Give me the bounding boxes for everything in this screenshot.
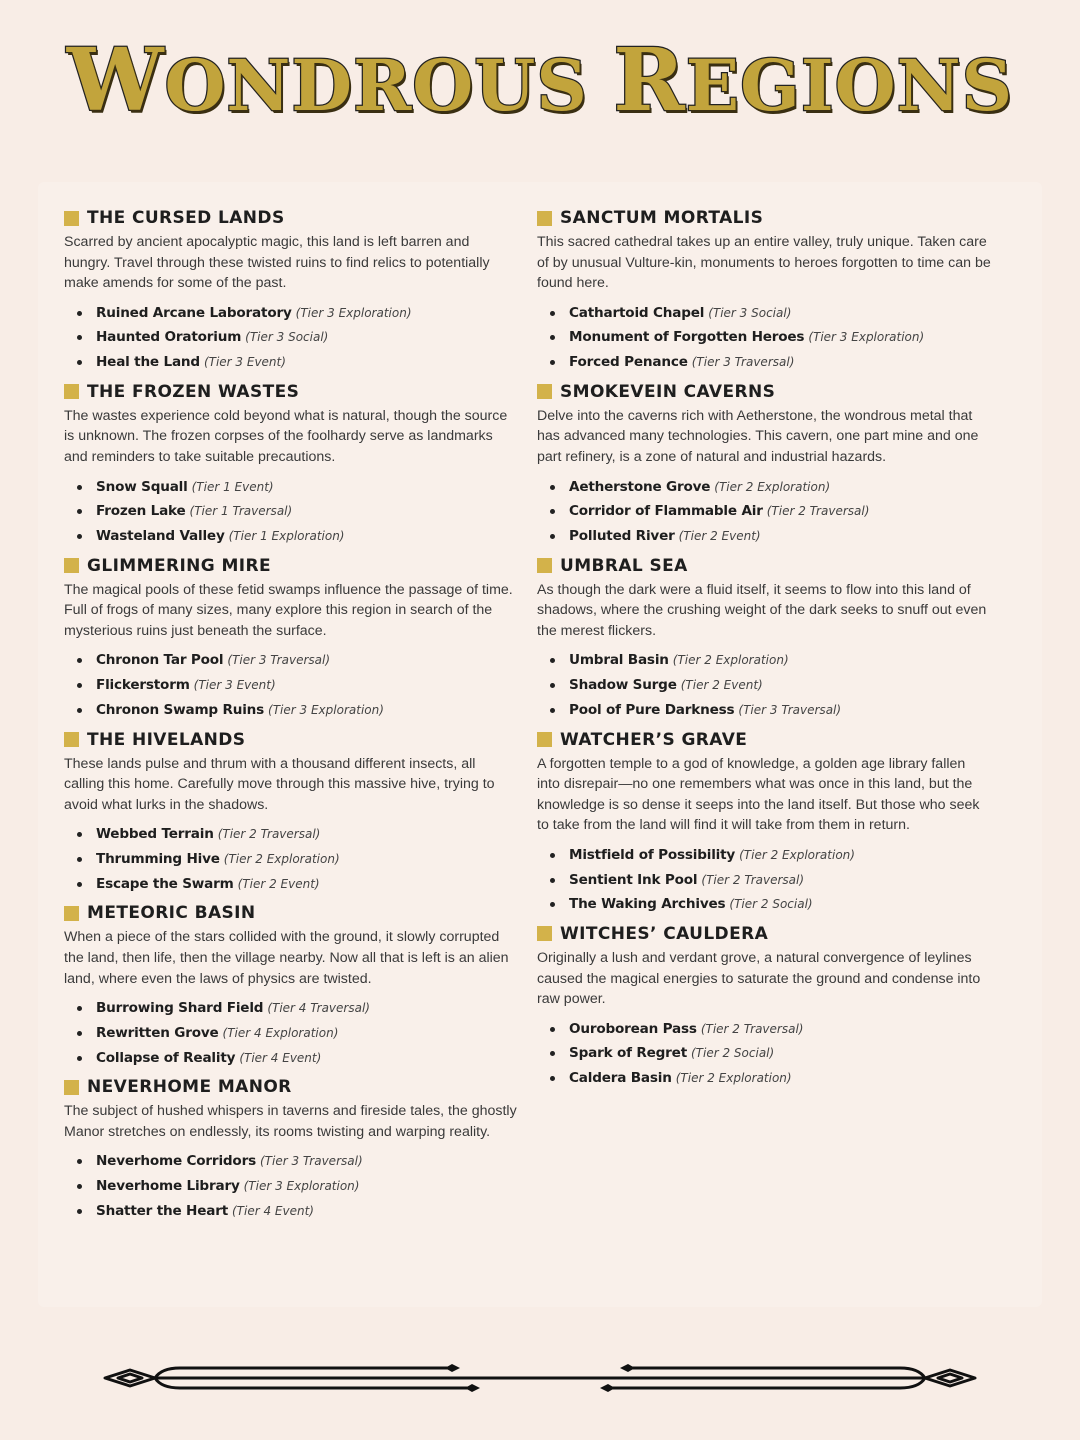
region-header	[64, 902, 519, 924]
region-header	[537, 207, 992, 229]
encounter-name: Escape the Swarm	[96, 875, 234, 892]
encounter-tier: (Tier 1 Event)	[191, 479, 274, 494]
encounter-tier: (Tier 1 Traversal)	[189, 504, 293, 519]
encounter-name: Cathartoid Chapel	[569, 304, 705, 321]
region-section	[64, 207, 519, 374]
encounter-name: Thrumming Hive	[96, 851, 220, 867]
encounter-tier: (Tier 4 Event)	[239, 1050, 322, 1065]
encounter-list	[64, 1148, 519, 1222]
encounter-name: Webbed Terrain	[96, 826, 214, 843]
encounter-list	[64, 821, 519, 895]
encounter-list	[64, 647, 519, 721]
region-description: These lands pulse and thrum with a thousand different insects, all calling this home. Carefully move through this massive hive, trying to avoid what lurks in the shadows.	[64, 755, 495, 813]
title-initial-1: W	[66, 30, 165, 131]
encounter-tier: (Tier 3 Exploration)	[268, 702, 384, 717]
encounter-name: Chronon Tar Pool	[96, 652, 224, 669]
encounter-name: Shatter the Heart	[96, 1202, 228, 1219]
region-title: WITCHES’ CAULDERA	[560, 923, 769, 944]
title-initial-2: R	[613, 30, 686, 131]
region-header	[537, 923, 992, 945]
region-section	[64, 1076, 519, 1222]
encounter-name: Rewritten Grove	[96, 1024, 219, 1041]
region-description: When a piece of the stars collided with the ground, it slowly corrupted the land, then life, then the village nearby. Now all that is left is an alien land, where even the laws of physics are twisted.	[64, 929, 509, 987]
region-title: SMOKEVEIN CAVERNS	[560, 381, 776, 402]
list-item	[64, 523, 519, 548]
list-item	[64, 1045, 519, 1070]
list-item	[537, 647, 992, 672]
encounter-tier: (Tier 3 Social)	[708, 305, 792, 320]
gold-square-icon	[64, 732, 79, 747]
encounter-tier: (Tier 2 Event)	[237, 876, 320, 891]
encounter-tier: (Tier 2 Exploration)	[675, 1071, 792, 1086]
gold-square-icon	[64, 558, 79, 573]
region-section	[64, 729, 519, 896]
encounter-tier: (Tier 3 Traversal)	[691, 355, 795, 370]
encounter-name: Shadow Surge	[569, 677, 677, 694]
encounter-name: Spark of Regret	[569, 1045, 687, 1062]
region-section	[537, 555, 992, 722]
encounter-tier: (Tier 3 Exploration)	[295, 305, 412, 320]
region-header	[64, 381, 519, 403]
list-item	[537, 300, 992, 325]
list-item	[64, 349, 519, 374]
encounter-name: Flickerstorm	[96, 677, 190, 694]
encounter-name: Heal the Land	[96, 354, 200, 371]
encounter-tier: (Tier 2 Exploration)	[714, 479, 831, 494]
region-title: THE CURSED LANDS	[87, 208, 285, 228]
list-item	[537, 498, 992, 523]
list-item	[64, 498, 519, 523]
encounter-tier: (Tier 3 Traversal)	[738, 702, 842, 717]
encounter-name: Polluted River	[569, 528, 675, 544]
encounter-name: Mistfield of Possibility	[569, 846, 736, 863]
encounter-tier: (Tier 3 Event)	[193, 678, 276, 693]
list-item	[537, 1065, 992, 1090]
region-header	[537, 729, 992, 751]
region-header	[64, 555, 519, 577]
list-item	[537, 842, 992, 867]
list-item	[64, 672, 519, 697]
encounter-name: Wasteland Valley	[96, 528, 225, 544]
region-description: The magical pools of these fetid swamps influence the passage of time. Full of frogs of many sizes, many explore this region in search of the mysterious ruins just beneath the surface.	[64, 581, 513, 639]
gold-square-icon	[537, 211, 552, 226]
region-title: UMBRAL SEA	[560, 555, 688, 576]
gold-square-icon	[64, 211, 79, 226]
region-description: Delve into the caverns rich with Aetherstone, the wondrous metal that has advanced many technologies. This cavern, one part mine and one part refinery, is a zone of natural and industrial hazards.	[537, 407, 979, 466]
encounter-tier: (Tier 2 Exploration)	[672, 653, 789, 668]
encounter-tier: (Tier 2 Social)	[691, 1046, 775, 1061]
list-item	[537, 697, 992, 722]
region-title: SANCTUM MORTALIS	[560, 208, 764, 228]
encounter-name: Neverhome Corridors	[96, 1153, 256, 1170]
encounter-name: Neverhome Library	[96, 1178, 240, 1195]
encounter-name: The Waking Archives	[569, 896, 726, 913]
region-title: THE HIVELANDS	[87, 729, 246, 750]
region-section	[64, 902, 519, 1069]
list-item	[64, 647, 519, 672]
region-description: Originally a lush and verdant grove, a natural convergence of leylines caused the magical energies to saturate the ground and condense into raw power.	[537, 949, 981, 1008]
encounter-name: Pool of Pure Darkness	[569, 701, 735, 718]
encounter-list	[64, 300, 519, 374]
left-column	[64, 207, 519, 1229]
gold-square-icon	[537, 384, 552, 399]
encounter-tier: (Tier 4 Exploration)	[222, 1025, 339, 1040]
encounter-name: Haunted Oratorium	[96, 329, 242, 346]
region-header	[537, 381, 992, 403]
title-word-1: ONDROUS	[164, 44, 588, 127]
encounter-name: Ouroborean Pass	[569, 1020, 697, 1037]
list-item	[537, 1016, 992, 1041]
region-header	[64, 729, 519, 751]
region-description: This sacred cathedral takes up an entire valley, truly unique. Taken care of by unusual Vulture-kin, monuments to heroes forgotten to time can be found here.	[537, 234, 991, 292]
region-title: NEVERHOME MANOR	[87, 1077, 292, 1098]
encounter-name: Aetherstone Grove	[569, 478, 711, 495]
encounter-list	[64, 995, 519, 1069]
region-section	[64, 381, 519, 548]
region-header	[537, 555, 992, 577]
encounter-list	[537, 474, 992, 548]
encounter-list	[64, 474, 519, 548]
list-item	[537, 324, 992, 349]
encounter-tier: (Tier 3 Traversal)	[227, 653, 331, 668]
list-item	[64, 846, 519, 871]
list-item	[64, 1173, 519, 1198]
region-section	[64, 555, 519, 722]
encounter-tier: (Tier 3 Event)	[203, 355, 286, 370]
list-item	[64, 300, 519, 325]
encounter-name: Caldera Basin	[569, 1070, 672, 1087]
encounter-tier: (Tier 2 Traversal)	[217, 827, 321, 842]
gold-square-icon	[537, 926, 552, 941]
list-item	[537, 672, 992, 697]
region-title: WATCHER’S GRAVE	[560, 729, 748, 750]
list-item	[64, 1148, 519, 1173]
encounter-name: Burrowing Shard Field	[96, 1000, 264, 1017]
encounter-list	[537, 647, 992, 721]
list-item	[64, 871, 519, 896]
region-description: A forgotten temple to a god of knowledge, a golden age library fallen into disrepair—no one remembers what was once in this land, but the knowledge is so dense it seeps into the land itself. But those who seek to take from the land will find it will take from them in return.	[537, 755, 980, 834]
region-section	[537, 923, 992, 1090]
encounter-tier: (Tier 3 Exploration)	[243, 1179, 360, 1194]
gold-square-icon	[64, 906, 79, 921]
list-item	[64, 474, 519, 499]
region-description: As though the dark were a fluid itself, it seems to flow into this land of shadows, where the crushing weight of the dark seeks to snuff out even the merest flickers.	[537, 581, 987, 639]
encounter-tier: (Tier 4 Event)	[232, 1203, 314, 1218]
list-item	[64, 995, 519, 1020]
list-item	[537, 474, 992, 499]
encounter-tier: (Tier 3 Exploration)	[808, 330, 925, 345]
encounter-name: Snow Squall	[96, 478, 188, 495]
encounter-tier: (Tier 2 Exploration)	[223, 852, 340, 866]
region-description: Scarred by ancient apocalyptic magic, this land is left barren and hungry. Travel through these twisted ruins to find relics to potentially make amends for some of the past.	[64, 234, 490, 292]
page-title	[0, 30, 1080, 131]
encounter-tier: (Tier 4 Traversal)	[267, 1001, 370, 1016]
encounter-name: Corridor of Flammable Air	[569, 503, 763, 520]
encounter-name: Umbral Basin	[569, 652, 669, 669]
encounter-tier: (Tier 3 Social)	[245, 330, 329, 345]
encounter-tier: (Tier 2 Exploration)	[739, 847, 855, 862]
region-header	[64, 1076, 519, 1098]
title-word-2: EGIONS	[685, 44, 1014, 127]
encounter-list	[537, 842, 992, 916]
region-section	[537, 207, 992, 374]
gold-square-icon	[64, 1080, 79, 1095]
encounter-list	[537, 300, 992, 374]
ornamental-divider-icon	[100, 1358, 980, 1398]
right-column	[537, 207, 992, 1097]
list-item	[64, 1020, 519, 1045]
encounter-tier: (Tier 2 Traversal)	[766, 504, 870, 519]
region-description: The wastes experience cold beyond what is natural, though the source is unknown. The frozen corpses of the foolhardy serve as landmarks and reminders to take suitable precautions.	[64, 407, 508, 466]
region-title: GLIMMERING MIRE	[87, 555, 272, 576]
encounter-tier: (Tier 2 Social)	[729, 897, 813, 912]
list-item	[64, 697, 519, 722]
list-item	[537, 523, 992, 548]
encounter-name: Collapse of Reality	[96, 1049, 236, 1066]
encounter-tier: (Tier 2 Event)	[680, 678, 763, 693]
encounter-tier: (Tier 3 Traversal)	[259, 1154, 363, 1169]
encounter-tier: (Tier 1 Exploration)	[228, 529, 345, 543]
encounter-tier: (Tier 2 Traversal)	[701, 872, 805, 887]
gold-square-icon	[64, 384, 79, 399]
encounter-name: Frozen Lake	[96, 503, 186, 520]
list-item	[64, 821, 519, 846]
encounter-list	[537, 1016, 992, 1090]
encounter-name: Sentient Ink Pool	[569, 871, 698, 888]
list-item	[64, 1198, 519, 1223]
region-section	[537, 381, 992, 548]
gold-square-icon	[537, 732, 552, 747]
list-item	[537, 1040, 992, 1065]
list-item	[537, 867, 992, 892]
list-item	[537, 891, 992, 916]
encounter-name: Forced Penance	[569, 354, 688, 371]
region-title: METEORIC BASIN	[87, 903, 256, 924]
region-section	[537, 729, 992, 916]
encounter-name: Monument of Forgotten Heroes	[569, 329, 805, 346]
region-header	[64, 207, 519, 229]
region-title: THE FROZEN WASTES	[87, 381, 300, 402]
encounter-name: Ruined Arcane Laboratory	[96, 304, 292, 321]
gold-square-icon	[537, 558, 552, 573]
list-item	[64, 324, 519, 349]
encounter-tier: (Tier 2 Event)	[678, 529, 761, 543]
encounter-tier: (Tier 2 Traversal)	[700, 1021, 804, 1036]
region-description: The subject of hushed whispers in taverns and fireside tales, the ghostly Manor stretches on endlessly, its rooms twisting and warping reality.	[64, 1103, 517, 1140]
list-item	[537, 349, 992, 374]
encounter-name: Chronon Swamp Ruins	[96, 701, 265, 718]
